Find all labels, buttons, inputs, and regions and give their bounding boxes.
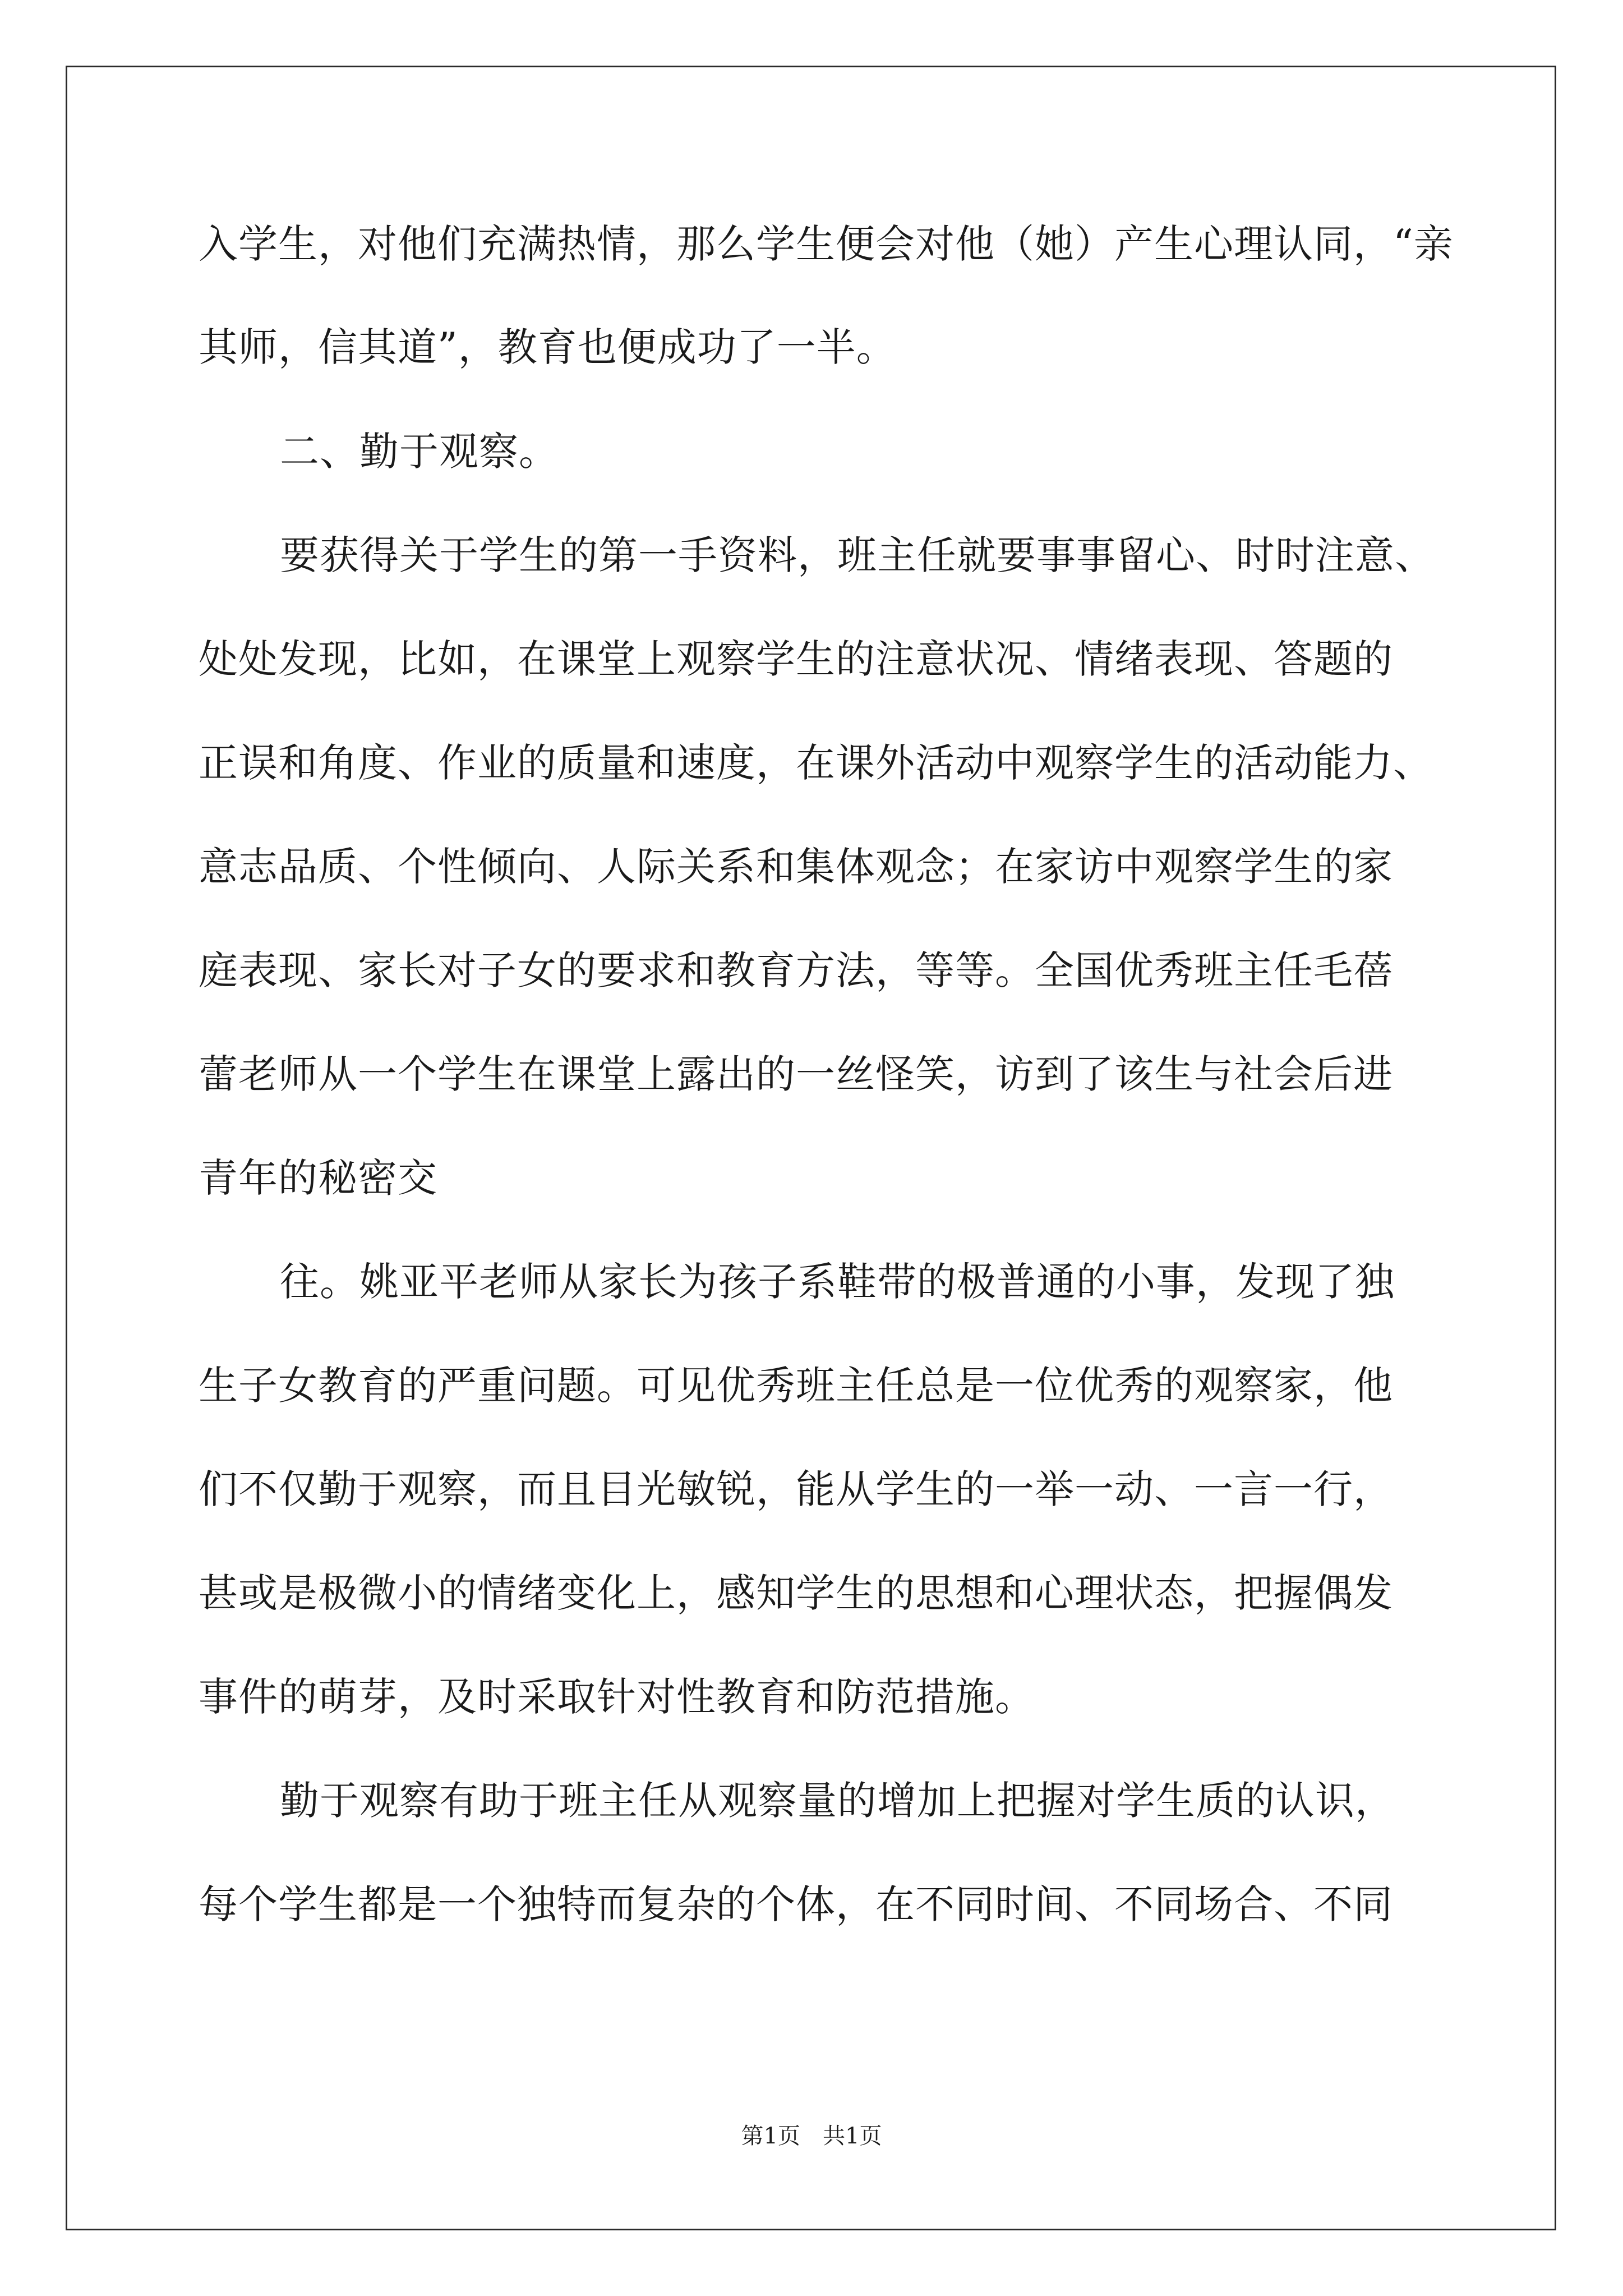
text-line: 甚或是极微小的情绪变化上，感知学生的思想和心理状态，把握偶发 — [199, 1570, 1393, 1616]
page-footer: 第1页 共1页 — [741, 2123, 882, 2149]
text-line: 庭表现、家长对子女的要求和教育方法，等等。全国优秀班主任毛蓓 — [199, 947, 1393, 993]
text-line: 其师，信其道”，教育也便成功了一半。 — [199, 324, 896, 370]
text-line: 事件的萌芽，及时采取针对性教育和防范措施。 — [199, 1674, 1035, 1720]
text-line: 勤于观察有助于班主任从观察量的增加上把握对学生质的认识， — [280, 1778, 1395, 1824]
text-line: 青年的秘密交 — [199, 1155, 437, 1201]
text-line: 每个学生都是一个独特而复杂的个体，在不同时间、不同场合、不同 — [199, 1881, 1393, 1927]
text-line: 正误和角度、作业的质量和速度，在课外活动中观察学生的活动能力、 — [199, 740, 1433, 786]
text-line: 要获得关于学生的第一手资料，班主任就要事事留心、时时注意、 — [280, 532, 1435, 578]
text-line: 们不仅勤于观察，而且目光敏锐，能从学生的一举一动、一言一行， — [199, 1466, 1393, 1512]
section-heading: 二、勤于观察。 — [280, 429, 559, 475]
text-line: 生子女教育的严重问题。可见优秀班主任总是一位优秀的观察家，他 — [199, 1363, 1393, 1409]
text-line: 蕾老师从一个学生在课堂上露出的一丝怪笑，访到了该生与社会后进 — [199, 1051, 1393, 1097]
text-line: 入学生，对他们充满热情，那么学生便会对他（她）产生心理认同，“亲 — [199, 221, 1454, 267]
text-line: 处处发现，比如，在课堂上观察学生的注意状况、情绪表现、答题的 — [199, 636, 1393, 682]
text-line: 意志品质、个性倾向、人际关系和集体观念；在家访中观察学生的家 — [199, 844, 1393, 890]
text-line: 往。姚亚平老师从家长为孩子系鞋带的极普通的小事，发现了独 — [280, 1259, 1395, 1305]
